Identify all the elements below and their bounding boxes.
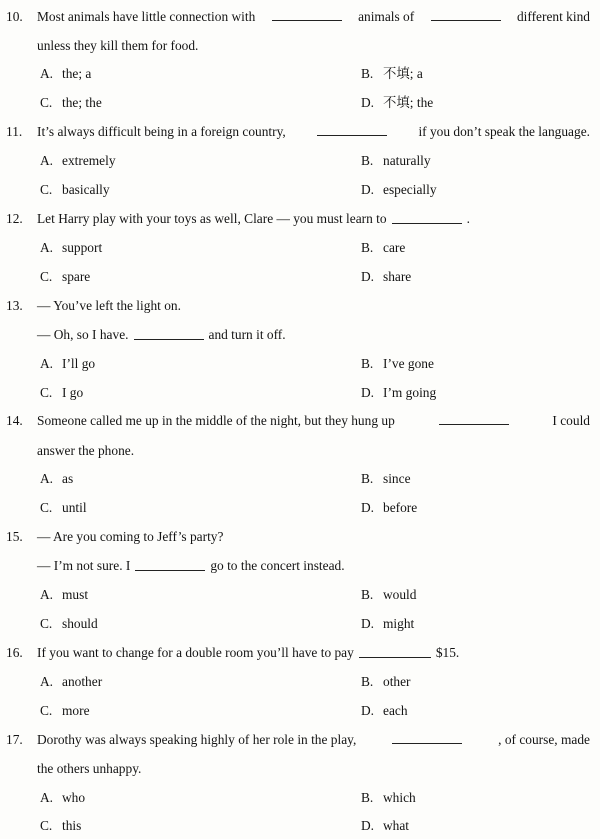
option-text: I’ll go bbox=[62, 356, 96, 371]
answer-blank bbox=[439, 411, 509, 425]
option-a bbox=[40, 64, 91, 84]
option-label: C. bbox=[40, 616, 53, 631]
option-d bbox=[361, 816, 409, 836]
stem-segment: . bbox=[466, 211, 470, 226]
option-a bbox=[40, 672, 102, 692]
option-label: B. bbox=[361, 674, 374, 689]
option-a bbox=[40, 469, 73, 489]
option-label: C. bbox=[40, 385, 53, 400]
option-b bbox=[361, 354, 434, 374]
answer-blank bbox=[135, 557, 205, 571]
question-number: 13. bbox=[6, 298, 23, 313]
answer-blank bbox=[359, 644, 431, 658]
question-text bbox=[37, 122, 590, 142]
option-label: C. bbox=[40, 500, 53, 515]
option-label: A. bbox=[40, 674, 54, 689]
option-b bbox=[361, 469, 411, 489]
option-d bbox=[361, 267, 411, 287]
stem-segment: — Oh, so I have. bbox=[37, 327, 129, 342]
option-d bbox=[361, 180, 437, 200]
option-text: must bbox=[62, 587, 89, 602]
stem-segment: if you don’t speak the language. bbox=[418, 124, 590, 139]
option-text: I go bbox=[62, 385, 84, 400]
option-b bbox=[361, 672, 411, 692]
option-text: the; the bbox=[62, 95, 102, 110]
option-label: C. bbox=[40, 95, 53, 110]
stem-reply bbox=[37, 325, 286, 345]
option-a bbox=[40, 585, 88, 605]
option-text: another bbox=[62, 674, 103, 689]
stem-segment: go to the concert instead. bbox=[210, 558, 345, 573]
question-text bbox=[37, 643, 459, 663]
option-label: B. bbox=[361, 356, 374, 371]
answer-blank bbox=[392, 730, 462, 744]
option-text: more bbox=[62, 703, 90, 718]
question-text bbox=[37, 209, 470, 229]
answer-blank bbox=[431, 7, 501, 21]
option-label: A. bbox=[40, 356, 54, 371]
option-text: what bbox=[383, 818, 410, 833]
question-text bbox=[37, 411, 590, 431]
option-label: B. bbox=[361, 471, 374, 486]
option-text: until bbox=[62, 500, 87, 515]
option-text: basically bbox=[62, 182, 110, 197]
stem-segment: Let Harry play with your toys as well, Clare — you must learn to bbox=[37, 211, 387, 226]
option-label: C. bbox=[40, 703, 53, 718]
option-text: the; a bbox=[62, 66, 92, 81]
option-text: 不填; a bbox=[383, 66, 423, 81]
option-label: D. bbox=[361, 703, 375, 718]
option-text: share bbox=[383, 269, 412, 284]
option-d bbox=[361, 701, 408, 721]
question-number: 10. bbox=[6, 9, 23, 24]
stem-segment: I could bbox=[552, 413, 590, 428]
option-label: B. bbox=[361, 153, 374, 168]
option-label: D. bbox=[361, 269, 375, 284]
stem-segment: animals of bbox=[358, 9, 415, 24]
option-text: this bbox=[62, 818, 82, 833]
option-label: D. bbox=[361, 95, 375, 110]
option-label: B. bbox=[361, 66, 374, 81]
question-number: 15. bbox=[6, 529, 23, 544]
option-label: D. bbox=[361, 385, 375, 400]
question-number: 14. bbox=[6, 413, 23, 428]
option-label: B. bbox=[361, 790, 374, 805]
option-text: care bbox=[383, 240, 406, 255]
option-b bbox=[361, 151, 431, 171]
option-text: support bbox=[62, 240, 103, 255]
option-text: extremely bbox=[62, 153, 116, 168]
option-d bbox=[361, 383, 436, 403]
option-c bbox=[40, 93, 102, 113]
stem-segment: , of course, made bbox=[498, 732, 590, 747]
option-label: A. bbox=[40, 66, 54, 81]
option-c bbox=[40, 614, 98, 634]
option-text: would bbox=[383, 587, 417, 602]
answer-blank bbox=[134, 326, 204, 340]
option-b bbox=[361, 238, 405, 258]
option-label: A. bbox=[40, 587, 54, 602]
stem-segment: — I’m not sure. I bbox=[37, 558, 131, 573]
option-label: B. bbox=[361, 587, 374, 602]
stem-segment: It’s always difficult being in a foreign country, bbox=[37, 124, 286, 139]
option-label: A. bbox=[40, 240, 54, 255]
option-a bbox=[40, 788, 85, 808]
option-label: C. bbox=[40, 818, 53, 833]
stem-segment: the others unhappy. bbox=[37, 761, 142, 776]
option-label: C. bbox=[40, 182, 53, 197]
stem-segment: $15. bbox=[435, 645, 460, 660]
question-text: — Are you coming to Jeff’s party? bbox=[37, 529, 224, 544]
option-text: who bbox=[62, 790, 86, 805]
question-text: — You’ve left the light on. bbox=[37, 298, 181, 313]
option-label: A. bbox=[40, 790, 54, 805]
stem-segment: answer the phone. bbox=[37, 443, 135, 458]
option-text: I’m going bbox=[383, 385, 437, 400]
option-a bbox=[40, 238, 102, 258]
option-c bbox=[40, 180, 110, 200]
option-label: D. bbox=[361, 616, 375, 631]
question-number: 16. bbox=[6, 645, 23, 660]
option-label: C. bbox=[40, 269, 53, 284]
question-number: 17. bbox=[6, 732, 23, 747]
option-text: each bbox=[383, 703, 408, 718]
option-text: as bbox=[62, 471, 74, 486]
question-number: 12. bbox=[6, 211, 23, 226]
stem-segment: unless they kill them for food. bbox=[37, 38, 199, 53]
option-text: before bbox=[383, 500, 418, 515]
option-d bbox=[361, 614, 414, 634]
option-b bbox=[361, 585, 416, 605]
option-text: I’ve gone bbox=[383, 356, 434, 371]
option-text: spare bbox=[62, 269, 91, 284]
option-label: A. bbox=[40, 471, 54, 486]
option-c bbox=[40, 816, 81, 836]
option-text: which bbox=[383, 790, 416, 805]
option-label: B. bbox=[361, 240, 374, 255]
option-b bbox=[361, 788, 416, 808]
option-text: since bbox=[383, 471, 411, 486]
option-text: especially bbox=[383, 182, 437, 197]
option-c bbox=[40, 498, 87, 518]
option-c bbox=[40, 383, 83, 403]
option-b bbox=[361, 64, 423, 84]
question-text bbox=[37, 7, 590, 27]
stem-segment: different kind bbox=[516, 9, 590, 24]
answer-blank bbox=[392, 210, 462, 224]
question-text bbox=[37, 730, 590, 750]
option-text: should bbox=[62, 616, 98, 631]
option-text: other bbox=[383, 674, 411, 689]
option-c bbox=[40, 701, 90, 721]
stem-reply bbox=[37, 556, 345, 576]
option-text: naturally bbox=[383, 153, 431, 168]
option-c bbox=[40, 267, 90, 287]
stem-segment: If you want to change for a double room you’ll have to pay bbox=[37, 645, 354, 660]
answer-blank bbox=[272, 7, 342, 21]
option-text: 不填; the bbox=[383, 95, 434, 110]
option-d bbox=[361, 498, 417, 518]
option-label: A. bbox=[40, 153, 54, 168]
option-a bbox=[40, 354, 95, 374]
stem-segment: and turn it off. bbox=[208, 327, 286, 342]
stem-segment: Someone called me up in the middle of the night, but they hung up bbox=[37, 413, 395, 428]
answer-blank bbox=[317, 122, 387, 136]
option-label: D. bbox=[361, 182, 375, 197]
option-label: D. bbox=[361, 818, 375, 833]
option-d bbox=[361, 93, 433, 113]
stem-segment: Most animals have little connection with bbox=[37, 9, 256, 24]
option-text: might bbox=[383, 616, 415, 631]
question-number: 11. bbox=[6, 124, 23, 139]
option-a bbox=[40, 151, 116, 171]
option-label: D. bbox=[361, 500, 375, 515]
stem-segment: Dorothy was always speaking highly of her role in the play, bbox=[37, 732, 357, 747]
